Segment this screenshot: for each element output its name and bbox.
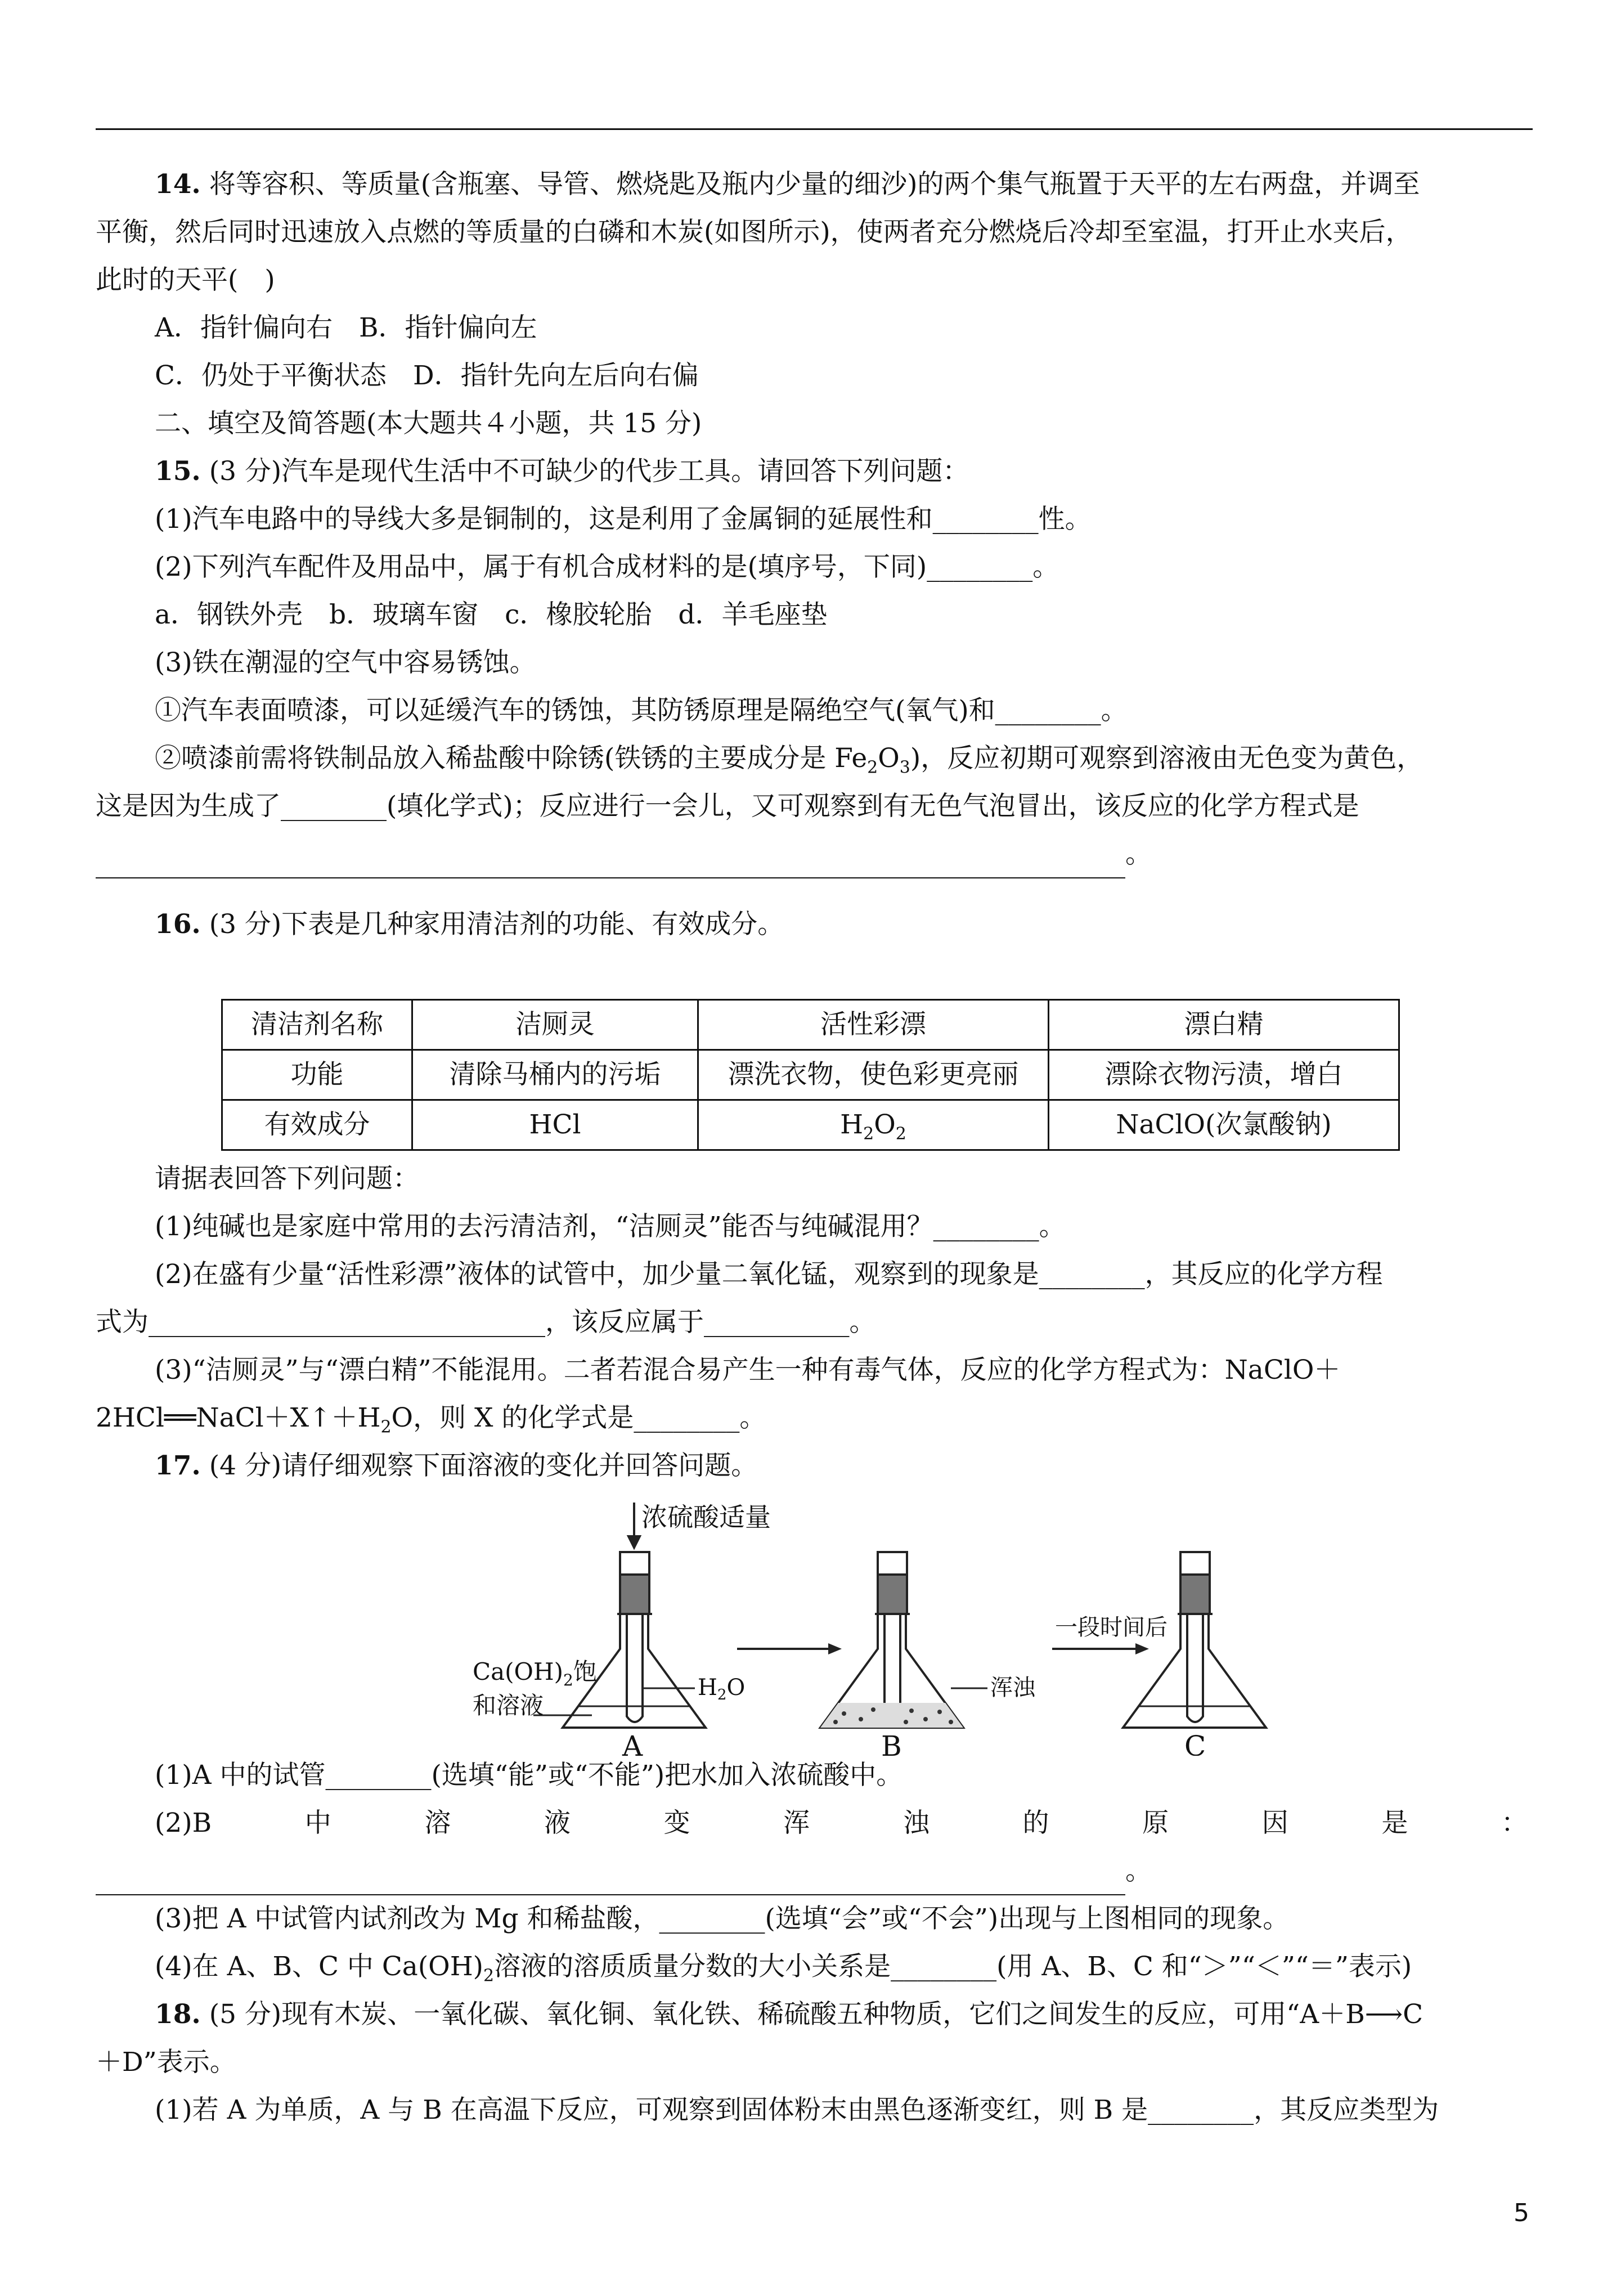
flask-c-label: C — [1184, 1730, 1206, 1756]
flask-diagram-svg — [473, 1497, 1542, 1756]
q17-part2-word: 原 — [1142, 1808, 1169, 1838]
q16-part3b-text2: O，则 X 的化学式是________。 — [391, 1402, 766, 1433]
q17-part2 — [155, 1799, 1528, 1847]
acid-arrow-head — [628, 1536, 640, 1548]
table-cell: 漂洗衣物，使色彩更亮丽 — [698, 1050, 1049, 1100]
q17-part2-word: ： — [1501, 1808, 1528, 1838]
stopper-cap — [1180, 1552, 1210, 1575]
h2o2-h: H — [840, 1109, 864, 1140]
caoh2-sub: 2 — [563, 1671, 573, 1689]
q15-options: a．钢铁外壳 b．玻璃车窗 c．橡胶轮胎 d．羊毛座垫 — [155, 599, 828, 630]
turbid-label: 浑浊 — [990, 1675, 1035, 1701]
q17-stem-text: (4 分)请仔细观察下面溶液的变化并回答问题。 — [209, 1450, 758, 1481]
q14-line3: 此时的天平( ) — [96, 264, 275, 295]
flask-b — [820, 1552, 987, 1728]
water-sub: 2 — [717, 1687, 727, 1703]
q15-period: 。 — [1125, 838, 1152, 869]
stopper-cap — [878, 1552, 907, 1575]
table-cell: 漂白精 — [1049, 1000, 1399, 1050]
q14-line2: 平衡，然后同时迅速放入点燃的等质量的白磷和木炭(如图所示)，使两者充分燃烧后冷却至室温，打开止水夹后， — [96, 217, 1412, 248]
flask-a-label: A — [622, 1730, 643, 1756]
fe2o3-sub3: 3 — [899, 757, 910, 778]
q17-answer-line — [96, 1847, 1528, 1895]
water-label-h: H — [698, 1675, 717, 1701]
q14-number: 14. — [155, 169, 201, 200]
q16-part3b — [96, 1394, 1528, 1442]
q17-part2-word: 溶 — [424, 1808, 451, 1838]
stopper-plug — [1180, 1575, 1210, 1614]
q17-period: 。 — [1125, 1855, 1152, 1886]
q18-number: 18. — [155, 1999, 201, 2030]
stopper-plug — [620, 1575, 649, 1614]
answer-blank — [96, 1863, 1125, 1895]
q16-part2: (2)在盛有少量“活性彩漂”液体的试管中，加少量二氧化锰，观察到的现象是________，其反应的化学方程 — [155, 1259, 1383, 1290]
answer-blank — [96, 846, 1125, 878]
q18-stem — [155, 1990, 1528, 2039]
q17-part2-word: 液 — [544, 1808, 571, 1838]
arrow-a-b — [737, 1643, 842, 1654]
q15-part3b-o: O — [878, 743, 900, 774]
table-cell: 功能 — [222, 1050, 412, 1100]
q15-answer-line — [96, 830, 1528, 878]
q17-part2-word: 浊 — [902, 1808, 930, 1838]
q17-stem — [155, 1442, 1528, 1490]
fe2o3-sub2: 2 — [867, 757, 878, 778]
table-row — [222, 1050, 1399, 1100]
q15-stem-text: (3 分)汽车是现代生活中不可缺少的代步工具。请回答下列问题： — [209, 456, 969, 487]
q14-text1: 将等容积、等质量(含瓶塞、导管、燃烧匙及瓶内少量的细沙)的两个集气瓶置于天平的左右两盘，并调至 — [209, 169, 1420, 200]
water-label-o: O — [726, 1675, 746, 1701]
caoh2-label — [473, 1658, 597, 1689]
header-rule — [96, 128, 1533, 130]
table-row — [222, 1100, 1399, 1150]
q17-part2-word: 的 — [1022, 1808, 1049, 1838]
acid-label: 浓硫酸适量 — [641, 1502, 771, 1532]
q17-number: 17. — [155, 1450, 201, 1481]
q15-part1: (1)汽车电路中的导线大多是铜制的，这是利用了金属铜的延展性和________性。 — [155, 504, 1092, 535]
q16-stem — [155, 900, 1528, 949]
table-cell: 洁厕灵 — [412, 1000, 698, 1050]
q15-part3b-text1: ②喷漆前需将铁制品放入稀盐酸中除锈(铁锈的主要成分是 Fe — [155, 743, 868, 774]
q14-line1 — [155, 160, 1528, 209]
table-cell: 漂除衣物污渍，增白 — [1049, 1050, 1399, 1100]
table-header-row — [222, 1000, 1399, 1050]
q15-part3: (3)铁在潮湿的空气中容易锈蚀。 — [155, 647, 536, 678]
table-cell: 清洁剂名称 — [222, 1000, 412, 1050]
stopper-cap — [620, 1552, 649, 1575]
time-label: 一段时间后 — [1055, 1615, 1168, 1640]
q15-number: 15. — [155, 456, 201, 487]
caoh2-sub: 2 — [483, 1966, 495, 1986]
q15-part3b — [155, 734, 1528, 783]
h2o2-o: O — [874, 1109, 896, 1140]
q15-stem — [155, 447, 1528, 496]
q16-number: 16. — [155, 909, 201, 940]
solution-label: 和溶液 — [473, 1692, 544, 1719]
q17-part2-word: 因 — [1261, 1808, 1288, 1838]
table-cell: NaClO(次氯酸钠) — [1049, 1100, 1399, 1150]
q17-part2-word: 是 — [1381, 1808, 1408, 1838]
q17-part4-text2: 溶液的溶质质量分数的大小关系是________(用 A、B、C 和“＞”“＜”“＝”表示) — [494, 1951, 1412, 1982]
q16-part1: (1)纯碱也是家庭中常用的去污清洁剂，“洁厕灵”能否与纯碱混用？________。 — [155, 1211, 1066, 1242]
table-cell: 清除马桶内的污垢 — [412, 1050, 698, 1100]
q16-part3b-text1: 2HCl══NaCl＋X↑＋H — [96, 1402, 381, 1433]
water-label — [698, 1675, 745, 1703]
q17-part2-word: 浑 — [783, 1808, 810, 1838]
q16-stem-text: (3 分)下表是几种家用清洁剂的功能、有效成分。 — [209, 909, 784, 940]
q15-part3a: ①汽车表面喷漆，可以延缓汽车的锈蚀，其防锈原理是隔绝空气(氧气)和________。 — [155, 695, 1128, 726]
flask-diagram — [473, 1497, 1542, 1756]
q16-intro: 请据表回答下列问题： — [155, 1163, 419, 1194]
q15-part2: (2)下列汽车配件及用品中，属于有机合成材料的是(填序号，下同)________。 — [155, 551, 1059, 582]
table-cell: 有效成分 — [222, 1100, 412, 1150]
table-cell: HCl — [412, 1100, 698, 1150]
turbid-liquid — [820, 1703, 963, 1728]
q17-part2-word: 变 — [663, 1808, 690, 1838]
q17-part3: (3)把 A 中试管内试剂改为 Mg 和稀盐酸，________(选填“会”或“不会”)出现与上图相同的现象。 — [155, 1903, 1290, 1934]
cleaner-table — [221, 999, 1400, 1151]
q17-part1: (1)A 中的试管________(选填“能”或“不能”)把水加入浓硫酸中。 — [155, 1760, 903, 1791]
q17-part2-word: (2)B — [155, 1808, 212, 1838]
q17-part2-word: 中 — [304, 1808, 331, 1838]
caoh2-label-text: Ca(OH) — [473, 1658, 564, 1685]
h2o-sub: 2 — [380, 1417, 392, 1437]
flask-a — [533, 1503, 706, 1728]
caoh2-label-tail: 饱 — [573, 1658, 597, 1685]
q14-options-ab: A．指针偏向右 B．指针偏向左 — [155, 312, 537, 343]
q18-stem-text: (5 分)现有木炭、一氧化碳、氧化铜、氧化铁、稀硫酸五种物质，它们之间发生的反应，可用“A＋B⟶C — [209, 1999, 1424, 2030]
arrow-b-c — [1052, 1643, 1149, 1654]
flask-b-label: B — [881, 1730, 902, 1756]
section2-heading: 二、填空及简答题(本大题共４小题，共 15 分) — [155, 408, 702, 439]
page-number: 5 — [1514, 2199, 1529, 2227]
q18-stem2: ＋D”表示。 — [96, 2047, 236, 2078]
q17-part4-text1: (4)在 A、B、C 中 Ca(OH) — [155, 1951, 484, 1982]
q15-part3b-line2: 这是因为生成了________(填化学式)；反应进行一会儿，又可观察到有无色气泡冒出，该反应的化学方程式是 — [96, 791, 1359, 822]
q16-part2b: 式为______________________________，该反应属于___________。 — [96, 1307, 876, 1338]
table-cell: 活性彩漂 — [698, 1000, 1049, 1050]
q14-options-cd: C．仍处于平衡状态 D．指针先向左后向右偏 — [155, 360, 699, 391]
table-cell — [698, 1100, 1049, 1150]
q16-part3: (3)“洁厕灵”与“漂白精”不能混用。二者若混合易产生一种有毒气体，反应的化学方程式为：NaClO＋ — [155, 1355, 1341, 1385]
q18-part1: (1)若 A 为单质，A 与 B 在高温下反应，可观察到固体粉末由黑色逐渐变红，则 B 是________，其反应类型为 — [155, 2095, 1439, 2125]
q17-part4 — [155, 1943, 1528, 1991]
h2o2-sub: 2 — [863, 1124, 874, 1144]
h2o2-sub: 2 — [895, 1124, 906, 1144]
stopper-plug — [878, 1575, 907, 1614]
q15-part3b-text2: )，反应初期可观察到溶液由无色变为黄色， — [910, 743, 1424, 774]
